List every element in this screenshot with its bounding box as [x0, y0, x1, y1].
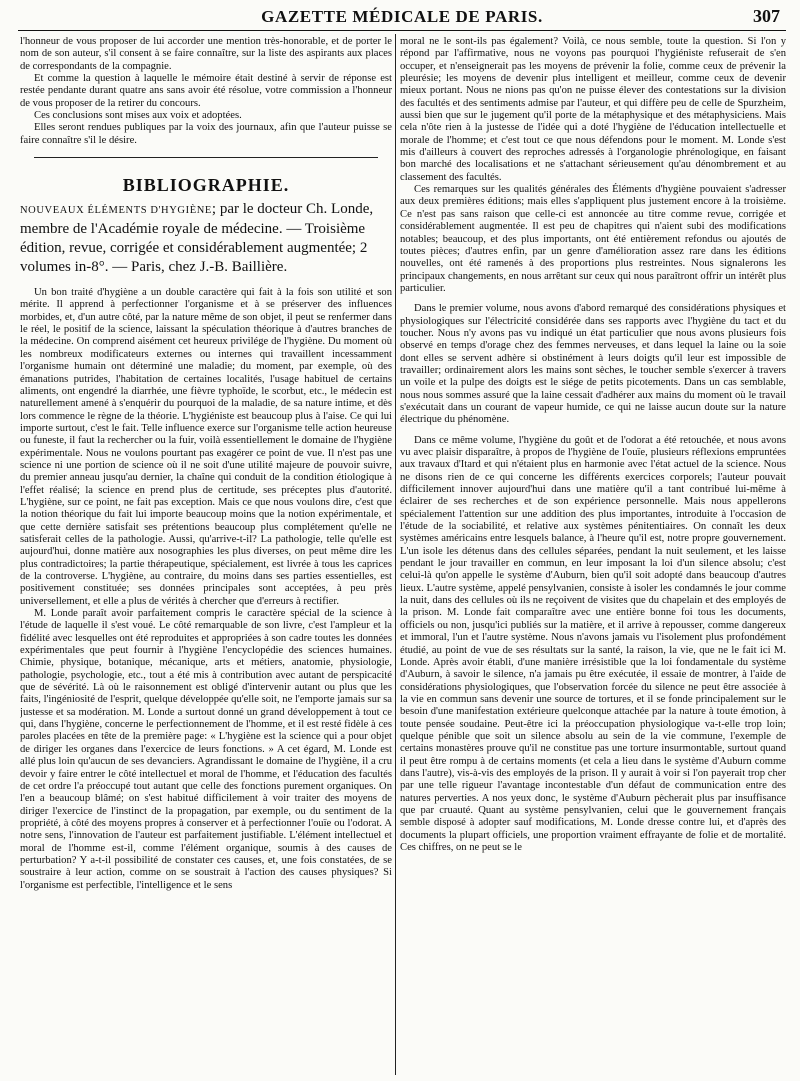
- body-paragraph: moral ne le sont-ils pas également? Voilà, ce nous semble, toute la question. Si l'on y répond par l'affirmative, nous ne voyons pas pourquoi l'hygiéniste refuserait de s'en occuper, et n'enseignerait pas les moyens de prévenir la folie, comme ceux de prévenir la pleurésie; les moyens de devenir plus intelligent et meilleur, comme ceux de devenir mieux portant. Nous ne nions pas qu'on ne puisse élever des contestations sur la division des facultés et des sentiments admise par l'auteur, et qui diffère peu de celle de Spurzheim, aussi bien que sur le jugement qu'il porte de la métaphysique et des métaphysiciens. Mais cela n'ôte rien à la justesse de l'idée qui a doté l'hygiène de l'éducation intellectuelle et morale de l'homme; et c'est tout ce que nous défendons pour le moment. M. Londe s'est mis d'ailleurs à couvert des reproches adressés à l'organologie phrénologique, en faisant bon marché des localisations et ne s'attachant sérieusement qu'au dénombrement et au classement des facultés.: [400, 36, 786, 183]
- paragraph-gap: [400, 427, 786, 435]
- right-column: [400, 36, 786, 1075]
- body-paragraph: M. Londe paraît avoir parfaitement compris le caractère spécial de la science à l'étude de laquelle il s'est voué. Le côté remarquable de son livre, c'est l'ampleur et la fidélité avec lesquelles ont été reproduites et appropriées à son cadre toutes les données expérimentales que peut fournir à l'hygiène l'encyclopédie des sciences humaines. Chimie, physique, botanique, mécanique, arts et métiers, anatomie, physiologie, pathologie, psychologie, etc., tout a été mis à contribution avec autant de perspicacité que de sévérité. Là où le raisonnement est obligé d'intervenir autant ou plus que les faits, l'ingéniosité de l'esprit, quelque développée qu'elle soit, ne l'emporte jamais sur sa justesse et sa modération. M. Londe a surtout donné un grand développement à tout ce qui, dans l'hygiène, concerne le perfectionnement de l'homme, et il est resté fidèle à ces paroles placées en tête de la première page: « L'hygiène est la science qui a pour objet de diriger les organes dans l'exercice de leurs fonctions. » A cet égard, M. Londe est allé plus loin qu'aucun de ses devanciers. Agrandissant le domaine de l'hygiène, il a cru devoir y faire entrer le côté intellectuel et moral de l'homme, et l'éducation des facultés de cet ordre l'a préoccupé tout autant que celle des fonctions purement organiques. On l'en a beaucoup blâmé; on s'est habitué difficilement à voir traiter des moyens de diriger l'exercice de l'instinct de la propagation, par exemple, ou du sentiment de la propriété, à côté des moyens propres à conserver et à perfectionner l'ouïe ou l'odorat. A notre sens, l'innovation de l'auteur est parfaitement justifiable. L'élément intellectuel et moral de l'homme est-il, comme l'élément organique, soumis à des causes de perturbation? Y a-t-il possibilité de constater ces causes, et, une fois constatées, de se soustraire à leur action, comme on se soustrait à l'action des causes physiques? Si l'organisme est perfectible, l'intelligence et le sens: [20, 608, 392, 891]
- journal-title: GAZETTE MÉDICALE DE PARIS.: [261, 7, 543, 26]
- section-separator: [34, 157, 378, 158]
- body-paragraph: Un bon traité d'hygiène a un double caractère qui fait à la fois son utilité et son mérite. Il apprend à perfectionner l'organisme et à se préserver des influences morbides, et, d'un autre côté, par la nature même de son objet, il peut se renfermer dans le réel, le positif de la science, laissant la spéculation théorique à d'autres branches de la médecine. On comprend aisément cet heureux privilége de l'hygiène. Du moment où les nombreux modificateurs externes ou internes qui travaillent incessamment l'organisme humain ont déterminé une maladie; du moment, par exemple, où des émanations putrides, l'habitation de certaines localités, l'usage habituel de certains aliments, ont engendré la diarrhée, une fièvre typhoïde, le scorbut, etc., le médecin est naturellement amené à s'enquérir du pourquoi de la maladie, de sa nature intime, et dès lors commence le règne de la théorie. L'hygiéniste est beaucoup plus à l'aise. Ce qui lui importe surtout, c'est le fait. Telle influence exerce sur l'organisme telle action heureuse ou funeste, il faut la rechercher ou la fuir, voilà essentiellement le domaine de l'hygiène expérimentale. Nous ne voulons pourtant pas exagérer ce point de vue. Il n'est pas une science ni une portion de science où il ne soit d'une utilité majeure de pouvoir suivre, du premier anneau jusqu'au dernier, la chaîne qui conduit de la condition étiologique à l'effet réalisé; la science en prend plus de certitude, ses préceptes plus d'autorité. L'hygiène, sur ce point, ne fait pas exception. Mais ce que nous voulons dire, c'est que la notion théorique du fait lui importe beaucoup moins que la notion expérimentale, et que cette dernière satisfait ses prétentions beaucoup plus complétement qu'elle ne satisferait celles de la pathologie. Aussi, qu'arrive-t-il? La pathologie, telle qu'elle est aujourd'hui, donne matière aux nosographies les plus diverses, on peut même dire les plus contradictoires; la partie thérapeutique, spécialement, est livrée à tous les caprices de la controverse. L'hygiène, au contraire, du moins dans ses parties essentielles, est positivement constituée; ses données principales sont acceptées, à peu près universellement, et elle a plus de vérités à chercher que d'erreurs à rectifier.: [20, 287, 392, 607]
- body-paragraph: Dans le premier volume, nous avons d'abord remarqué des considérations physiques et physiologiques sur l'électricité considérée dans ses rapports avec l'hygiène du tact et du toucher. Nous n'y avons pas vu indiqué un état particulier que nous avons plusieurs fois observé en temps d'orage chez des femmes nerveuses, et dans lequel la laine ou la soie dont elles se servent adhère si obstinément à leurs doigts qu'il leur est impossible de travailler; ordinairement alors les mains sont sèches, le toucher semble s'exercer à travers un voile et la pulpe des doigts est le siége de petits picotements. Dans un cas semblable, nous nous sommes assuré que la laine cessait d'adhérer aux mains du moment où le travail s'exécutait dans un courant de vapeur humide, ce qui ne laisse aucun doute sur la nature électrique du phénomène.: [400, 303, 786, 426]
- intro-paragraph: Et comme la question à laquelle le mémoire était destiné à servir de réponse est restée pendante durant quatre ans sans avoir été résolue, votre commission a l'honneur de vous proposer de la retirer du concours.: [20, 73, 392, 109]
- left-column: [20, 36, 392, 1075]
- column-divider: [395, 34, 396, 1075]
- body-paragraph: Dans ce même volume, l'hygiène du goût et de l'odorat a été retouchée, et nous avons vu avec plaisir disparaître, à propos de l'hygiène de l'ouïe, plusieurs réflexions empruntées aux travaux d'Itard et qui n'étaient plus en harmonie avec l'état actuel de la science. Nous ne disons rien de ce qui concerne les différents exercices corporels; l'auteur pouvait difficilement innover aujourd'hui dans une matière qu'il a tant contribué lui-même à éclairer de ses recherches et de son expérience personnelle. Mais nous appellerons spécialement l'attention sur une addition des plus importantes, introduite à l'occasion de l'étude de la sociabilité, et relative aux systèmes pénitentiaires. On connaît les deux systèmes américains entre lesquels balance, à l'heure qu'il est, notre propre gouvernement. L'un isole les détenus dans des cellules séparées, pendant la nuit seulement, et les laisse pendant le jour travailler en commun, en leur imposant la loi d'un silence absolu; c'est celui-là qu'on appelle le système d'Auburn, bien qu'il soit adopté dans beaucoup d'autres lieux. L'autre système, appelé pensylvanien, consiste à isoler les condamnés le jour comme la nuit, dans des cellules où ils ne reçoivent de visites que du chapelain et des employés de la prison. M. Londe fait comparaître avec une entière bonne foi tous les documents, officiels ou non, jusqu'ici publiés sur la matière, et il arrive à repousser, comme dangereux et immoral, l'un et l'autre système. Nous n'avons jamais vu l'isolement plus profondément étudié, au point de vue de ses résultats sur la santé, la raison, la vie, que ne le fait ici M. Londe. Après avoir établi, d'une manière irrésistible que la loi fondamentale du système d'Auburn, à savoir le silence, n'a jamais pu être exécutée, il essaie de montrer, à l'aide de considérations physiologiques, que l'observation forcée du silence ne peut être associée à la vie en commun sans devenir une source de tortures, et il se fonde principalement sur le besoin d'une manifestation extérieure quelconque attachée par la nature à toute émotion, à toute pensée soudaine. Peut-être ici la préoccupation physiologique va-t-elle trop loin; quelque pénible que soit un silence absolu au sein de la vie commune, l'exemple de certains monastères prouve qu'il ne constitue pas une torture insurmontable, surtout quand il peut être rompu à de certains moments (et cela a lieu dans le système d'Auburn comme dans l'autre), vis-à-vis des employés de la prison. Il y aurait à voir si l'on payerait trop cher par une telle rigueur l'avantage incontestable d'un défaut de communication entre des natures perverties. A nos yeux donc, le système d'Auburn pècherait plus par insuffisance que par cruauté. Quant au système pensylvanien, celui que le gouvernement français semble disposé à adopter sauf modifications, M. Londe dresse contre lui, et d'après des documents la plupart officiels, une proportion vraiment effrayante de folie et de mortalité. Ces chiffres, on ne peut se le: [400, 434, 786, 853]
- intro-paragraph: Ces conclusions sont mises aux voix et adoptées.: [34, 110, 242, 122]
- book-title: [20, 200, 392, 277]
- book-title-small-caps: NOUVEAUX ÉLÉMENTS D'HYGIÈNE: [20, 205, 212, 217]
- paragraph-gap: [400, 295, 786, 303]
- section-title: BIBLIOGRAPHIE.: [122, 175, 290, 196]
- page-number: 307: [753, 6, 780, 26]
- page-header: [18, 4, 786, 31]
- intro-paragraph: l'honneur de vous proposer de lui accorder une mention très-honorable, et de porter le nom de son auteur, s'il consent à se faire connaître, sur la liste des aspirants aux places de correspondants de la compagnie.: [20, 36, 392, 72]
- book-title-rest: ; par le docteur Ch. Londe, membre de l'Académie royale de médecine. — Troisième édition, revue, corrigée et considérablement augmentée; 2 volumes in-8°. — Paris, chez J.-B. Baillière.: [20, 201, 374, 276]
- body-paragraph: Ces remarques sur les qualités générales des Éléments d'hygiène pouvaient s'adresser aux deux premières éditions; mais elles s'appliquent plus justement encore à la troisième. Ce n'est pas sans raison que celle-ci est annoncée au titre comme revue, corrigée et considérablement augmentée. Il est peu de chapitres qui n'aient subi des modifications notables; beaucoup, et des plus importants, ont été entièrement refondus ou ajoutés de toutes pièces; d'autres enfin, par un genre d'amélioration assez rare dans les éditions nouvelles, ont été ramenés à des proportions plus restreintes. Nous signalerons les principaux changements, en nous arrêtant sur ceux qui nous paraîtront offrir un intérêt plus particulier.: [400, 184, 786, 294]
- intro-paragraph: Elles seront rendues publiques par la voix des journaux, afin que l'auteur puisse se faire connaître s'il le désire.: [20, 122, 392, 146]
